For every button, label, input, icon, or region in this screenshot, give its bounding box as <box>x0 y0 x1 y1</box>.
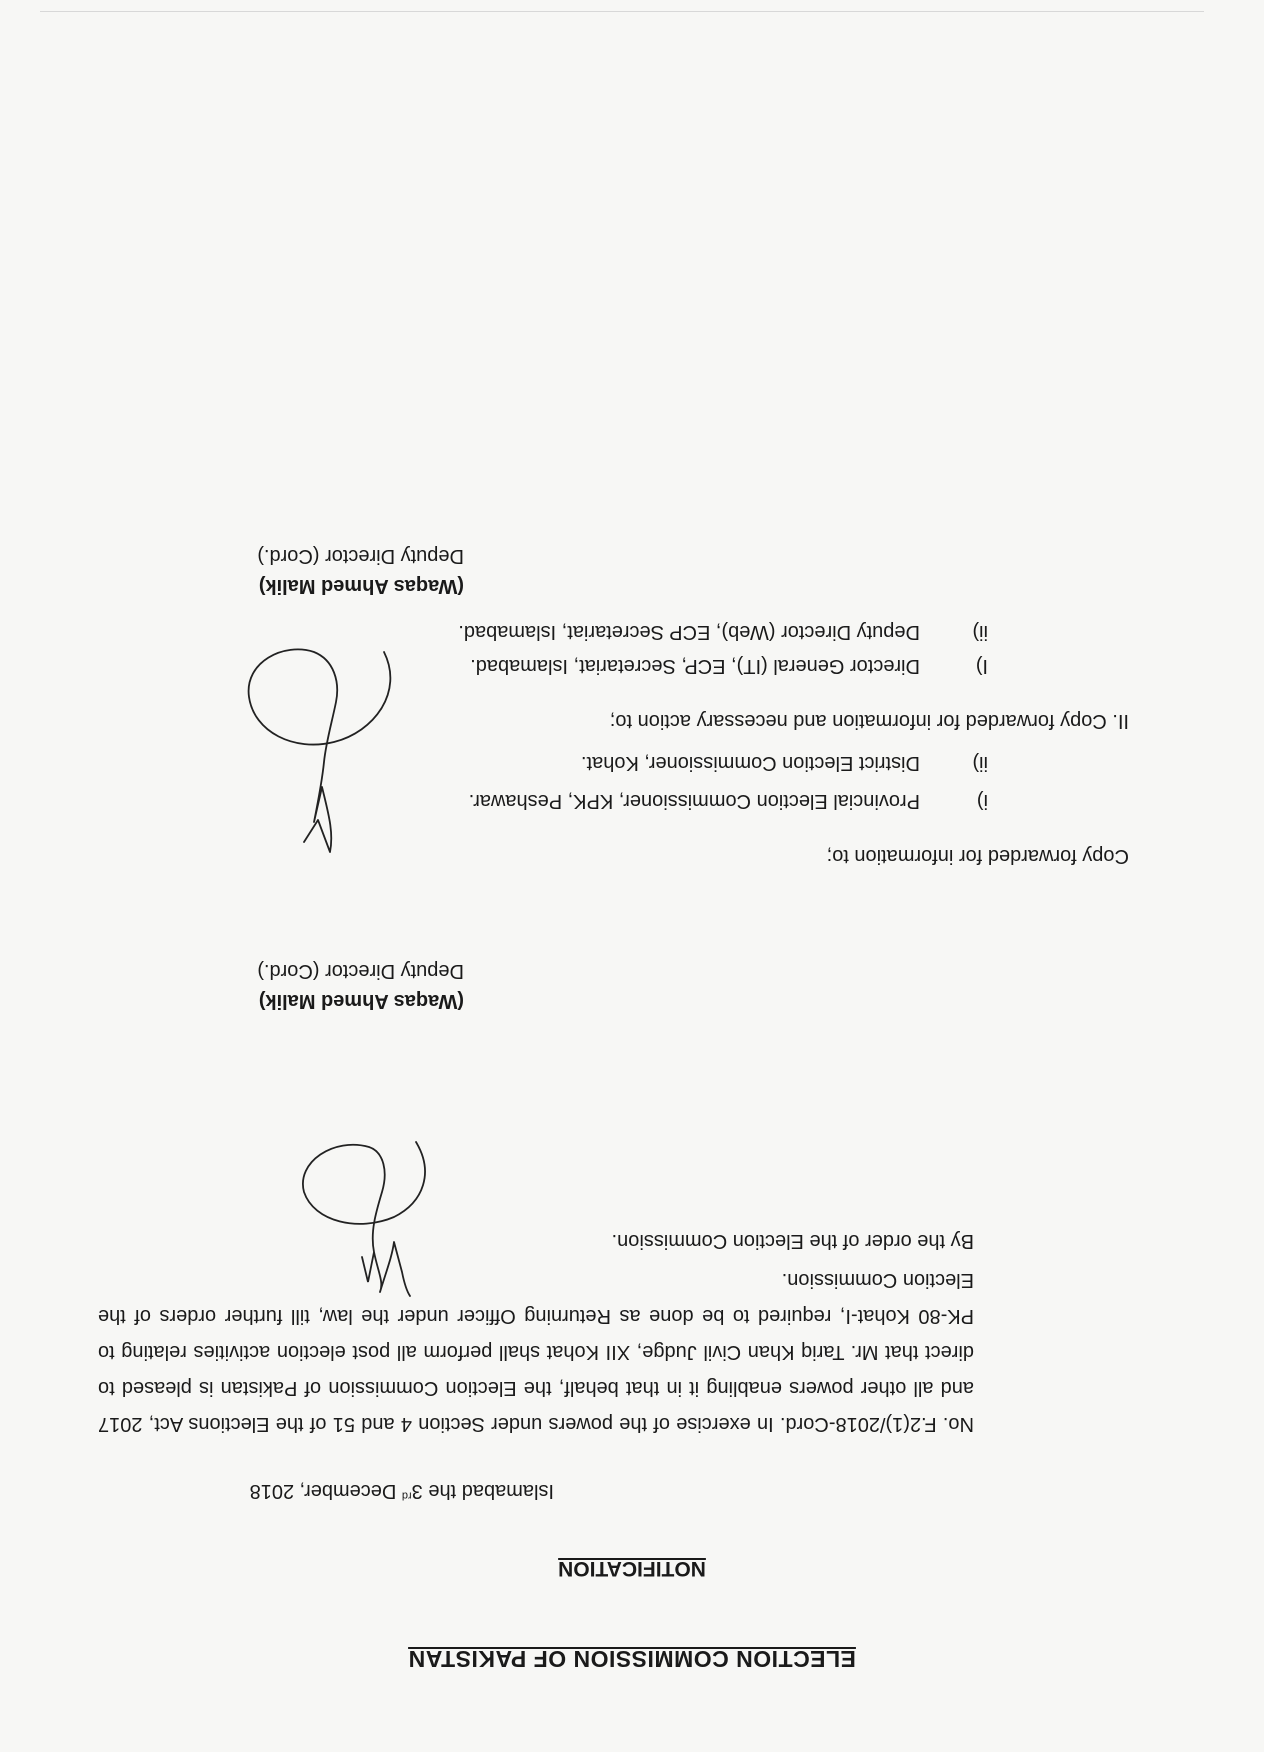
signatory-designation-2: Deputy Director (Cord.) <box>257 545 464 567</box>
place-date-line <box>250 1479 554 1502</box>
copy-forwarded-heading-1: Copy forwarded for information to; <box>826 845 1129 867</box>
date-ordinal-suffix: rd <box>401 1489 412 1502</box>
handwritten-signature-1 <box>284 1072 454 1312</box>
notification-title: NOTIFICATION <box>558 1557 706 1580</box>
copy-2-item-2-text: Deputy Director (Web), ECP Secretariat, Islamabad. <box>458 621 920 643</box>
handwritten-signature-2 <box>244 612 414 882</box>
copy-forwarded-heading-2: II. Copy forwarded for information and necessary action to; <box>609 710 1129 732</box>
copy-2-item-1-number: I) <box>975 655 988 677</box>
copy-1-item-1-number: i) <box>976 790 988 812</box>
order-line: By the order of the Election Commission. <box>611 1230 974 1252</box>
copy-1-item-2-number: ii) <box>972 752 988 774</box>
notification-body: No. F.2(1)/2018-Cord. In exercise of the powers under Section 4 and 51 of the Elections Act, 2017 and all other powers enabling it in that behalf, the Election Commission of Pakistan is pleased to direct that Mr. Tariq Khan Civil Judge, XII Kohat shall perform all post election activities relating to PK-80 Kohat-I, required to be done as Returning Officer under the law, till further orders of the Election Commission. <box>98 1269 974 1435</box>
copy-2-item-1-text: Director General (IT), ECP, Secretariat, Islamabad. <box>470 655 920 677</box>
page-edge-line <box>40 11 1204 12</box>
copy-1-item-2-text: District Election Commissioner, Kohat. <box>580 752 920 774</box>
copy-2-item-2-number: ii) <box>972 621 988 643</box>
copy-1-item-1-text: Provincial Election Commissioner, KPK, Peshawar. <box>468 790 920 812</box>
signatory-name-2: (Waqas Ahmed Malik) <box>258 575 464 597</box>
organization-heading: ELECTION COMMISSION OF PAKISTAN <box>408 1646 856 1672</box>
date-prefix: Islamabad the 3 <box>411 1480 554 1502</box>
signatory-designation-1: Deputy Director (Cord.) <box>257 960 464 982</box>
date-rest: December, 2018 <box>249 1480 402 1502</box>
signatory-name-1: (Waqas Ahmed Malik) <box>258 990 464 1012</box>
